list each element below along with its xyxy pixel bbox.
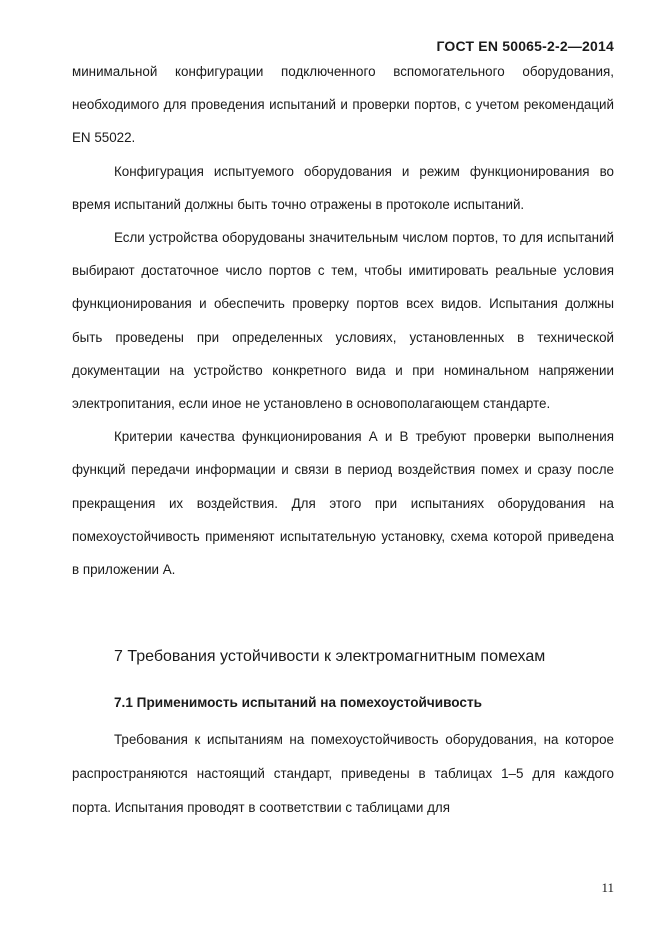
paragraph-ports: Если устройства оборудованы значительным числом портов, то для испытаний выбирают достаточное число портов с тем, чтобы имитировать реальные условия функционирования и обеспечить проверку портов всех видов. Испытания должны быть проведены при определенных условиях, установленных в технической документации на устройство конкретного вида и при номинальном напряжении электропитания, если иное не установлено в основополагающем стандарте. <box>72 230 614 412</box>
paragraph-continuation: минимальной конфигурации подключенного вспомогательного оборудования, необходимого для проведения испытаний и проверки портов, с учетом рекомендаций EN 55022. <box>72 64 614 146</box>
page-number: 11 <box>601 880 614 895</box>
body-text-block <box>72 55 614 586</box>
paragraph-configuration: Конфигурация испытуемого оборудования и режим функционирования во время испытаний должны быть точно отражены в протоколе испытаний. <box>72 163 614 212</box>
standard-code-header: ГОСТ EN 50065-2-2—2014 <box>436 38 614 54</box>
subsection-heading: 7.1 Применимость испытаний на помехоустойчивость <box>114 695 483 710</box>
paragraph-requirements: Требования к испытаниям на помехоустойчивость оборудования, на которое распространяются настоящий стандарт, приведены в таблицах 1–5 для каждого порта. Испытания проводят в соответствии с таблицами для <box>72 732 614 815</box>
section-heading: 7 Требования устойчивости к электромагнитным помехам <box>114 648 546 665</box>
paragraph-criteria: Критерии качества функционирования А и В требуют проверки выполнения функций передачи информации и связи в период воздействия помех и сразу после прекращения их воздействия. Для этого при испытаниях оборудования на помехоустойчивость применяют испытательную установку, схема которой приведена в приложении А. <box>72 429 614 578</box>
section-body <box>72 723 614 825</box>
